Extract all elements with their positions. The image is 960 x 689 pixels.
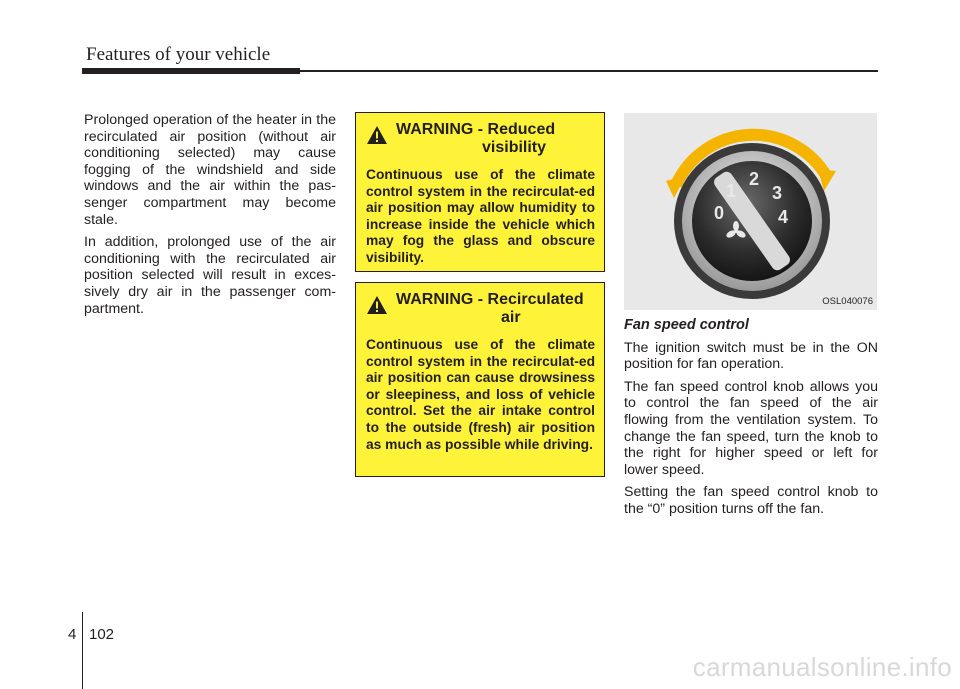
- page-number-rule: [82, 612, 83, 689]
- header-rule: [82, 68, 300, 74]
- paragraph: The ignition switch must be in the ON position for fan operation.: [624, 339, 878, 373]
- section-heading: Fan speed control: [624, 317, 749, 333]
- warning-heading: [366, 121, 595, 163]
- warning-title-line2: visibility: [482, 139, 547, 156]
- watermark: carmanualsonline.info: [692, 652, 952, 682]
- warning-triangle-icon: [366, 125, 388, 145]
- warning-box-visibility: [355, 112, 605, 272]
- knob-number-2: 2: [749, 169, 760, 189]
- knob-number-4: 4: [778, 207, 789, 227]
- warning-title: - Recirculated: [477, 291, 584, 308]
- knob-number-0: 0: [714, 203, 725, 223]
- warning-box-recirculated: [355, 282, 605, 477]
- warning-label: WARNING: [396, 291, 474, 308]
- chapter-number: 4: [68, 626, 77, 643]
- warning-body: Continuous use of the climate control system in the recirculat-ed air position may allow humidity to increase inside the vehicle which may fog the glass and obscure visibility.: [366, 167, 595, 265]
- left-column: [84, 112, 336, 323]
- fan-knob-illustration: [624, 113, 877, 310]
- paragraph: The fan speed control knob allows you to control the fan speed of the air flowing from the ventilation system. To change the fan speed, turn the knob to the right for higher speed or left for lower speed.: [624, 378, 878, 478]
- figure-code: OSL040076: [822, 296, 873, 307]
- warning-triangle-icon: [366, 295, 388, 315]
- fan-knob-figure: [624, 113, 877, 310]
- warning-title: - Reduced: [477, 121, 556, 138]
- warning-title-line2: air: [501, 309, 521, 326]
- knob-number-3: 3: [772, 183, 783, 203]
- paragraph: Setting the fan speed control knob to the “0” position turns off the fan.: [624, 484, 878, 517]
- page-number: 102: [89, 626, 115, 643]
- right-column: [624, 317, 878, 524]
- header-rule-thin: [300, 70, 878, 72]
- page-title: Features of your vehicle: [86, 44, 271, 65]
- warning-heading: [366, 291, 595, 333]
- knob-number-1: 1: [726, 181, 737, 201]
- warning-label: WARNING: [396, 121, 474, 138]
- warning-body: Continuous use of the climate control system in the recirculat-ed air position can cause drowsiness or sleepiness, and loss of vehicle control. Set the air intake control to the outside (fresh) air position as much as possible while driving.: [366, 337, 595, 452]
- paragraph: In addition, prolonged use of the air conditioning with the recirculated air position selected will result in exces-sively dry air in the passenger com-partment.: [84, 234, 336, 317]
- paragraph: Prolonged operation of the heater in the recirculated air position (without air conditioning selected) may cause fogging of the windshield and side windows and the air within the pas-senger compartment may become stale.: [84, 112, 336, 228]
